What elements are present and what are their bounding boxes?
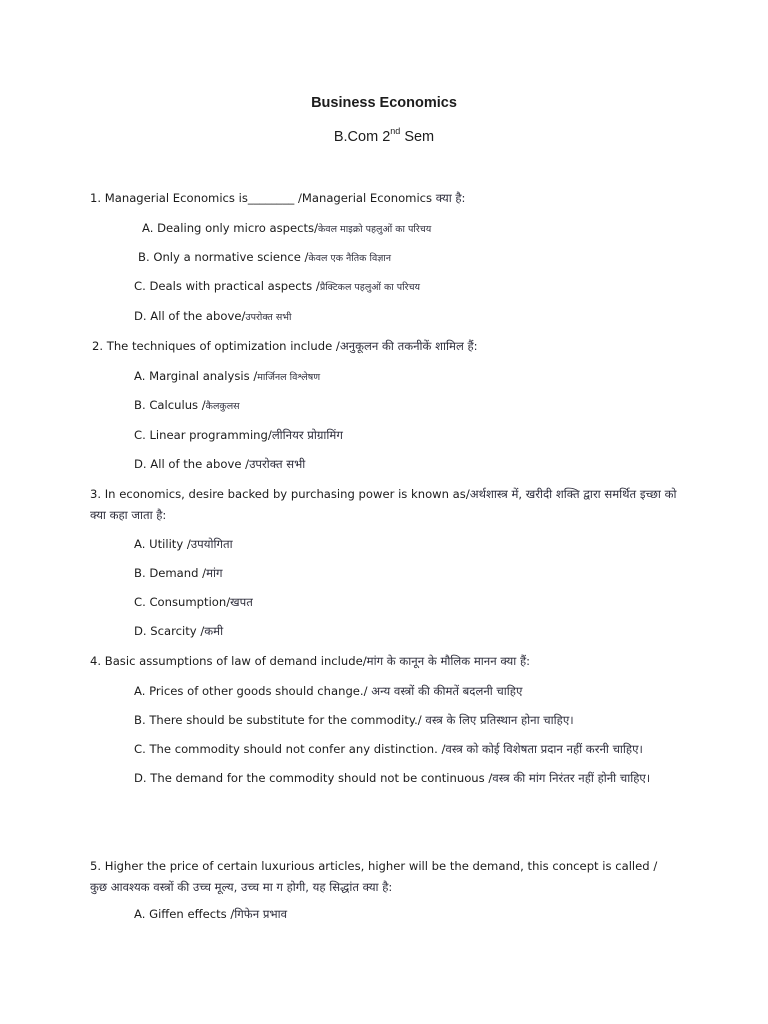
question-3-option-c: C. Consumption/खपत — [134, 595, 253, 609]
question-4-option-b: B. There should be substitute for the commodity./ वस्त्र के लिए प्रतिस्थान होना चाहिए। — [134, 713, 574, 727]
subtitle-main: B.Com 2 — [333, 129, 391, 145]
question-1-option-c: C. Deals with practical aspects /प्रैक्टिकल पहलुओं का परिचय — [134, 279, 421, 293]
question-2: 2. The techniques of optimization include /अनुकूलन की तकनीकें शामिल हैं: — [92, 339, 478, 353]
question-2-option-c: C. Linear programming/लीनियर प्रोग्रामिंग — [134, 428, 343, 442]
question-4-option-c: C. The commodity should not confer any distinction. /वस्त्र को कोई विशेषता प्रदान नहीं करनी चाहिए। — [134, 742, 643, 756]
question-2-option-b: B. Calculus /कैलकुलस — [134, 398, 240, 412]
document-subtitle — [0, 126, 768, 145]
question-5: 5. Higher the price of certain luxurious articles, higher will be the demand, this concept is called /कुछ आवश्यक वस्त्रों की उच्च मूल्य, उच्च मा ग होगी, यह सिद्धांत क्या है: — [90, 859, 658, 894]
question-1-option-d: D. All of the above/उपरोक्त सभी — [134, 309, 292, 323]
question-3-option-b: B. Demand /मांग — [134, 566, 223, 580]
question-1-option-a: A. Dealing only micro aspects/केवल माइक्रो पहलुओं का परिचय — [142, 221, 432, 235]
question-3: 3. In economics, desire backed by purchasing power is known as/अर्थशास्त्र में, खरीदी शक्ति द्वारा समर्थित इच्छा को क्या कहा जाता है: — [90, 487, 677, 522]
question-3-option-d: D. Scarcity /कमी — [134, 624, 224, 638]
question-4-option-d: D. The demand for the commodity should not be continuous /वस्त्र की मांग निरंतर नहीं होनी चाहिए। — [134, 771, 651, 785]
question-5-option-a: A. Giffen effects /गिफेन प्रभाव — [134, 907, 288, 921]
question-1: 1. Managerial Economics is________ /Managerial Economics क्या है: — [90, 191, 466, 205]
question-4: 4. Basic assumptions of law of demand include/मांग के कानून के मौलिक मानन क्या हैं: — [90, 654, 531, 668]
question-3-option-a: A. Utility /उपयोगिता — [134, 537, 233, 551]
document-title: Business Economics — [311, 95, 457, 111]
question-1-option-b: B. Only a normative science /केवल एक नैतिक विज्ञान — [138, 250, 392, 264]
question-2-option-d: D. All of the above /उपरोक्त सभी — [134, 457, 306, 471]
question-4-option-a: A. Prices of other goods should change./ अन्य वस्त्रों की कीमतें बदलनी चाहिए — [134, 684, 523, 698]
subtitle-superscript: nd — [390, 126, 401, 136]
question-2-option-a: A. Marginal analysis /मार्जिनल विश्लेषण — [134, 369, 321, 383]
subtitle-end: Sem — [400, 129, 435, 145]
